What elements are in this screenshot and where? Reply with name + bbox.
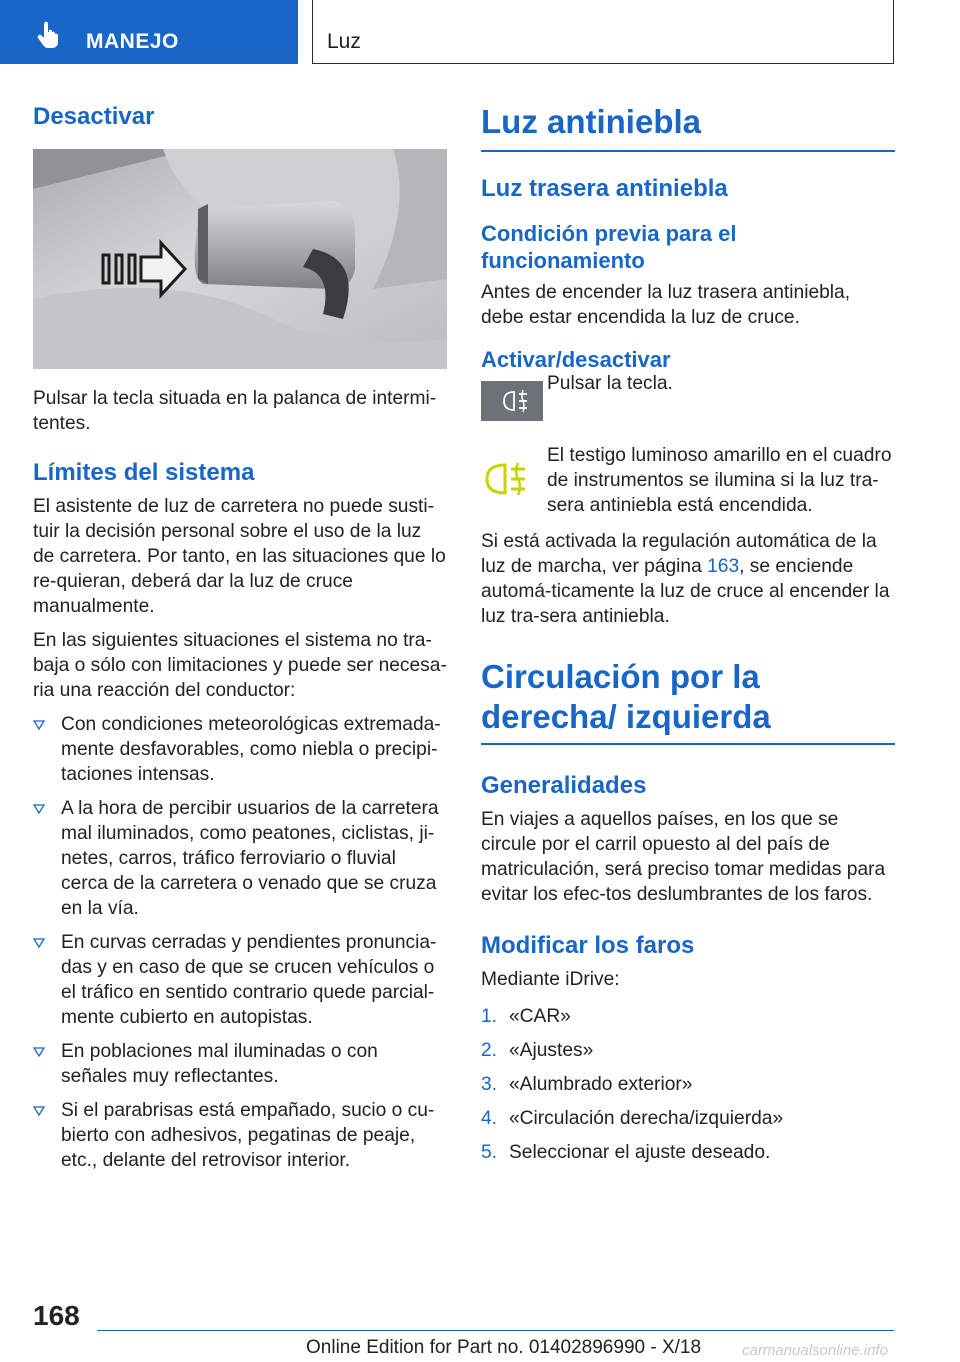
limits-paragraph-1: El asistente de luz de carretera no puede susti-tuir la decisión personal sobre el uso de la luz de carretera. Por tanto, en las situaciones que lo re-quieran, deberá dar la luz de cruce manualmente. xyxy=(33,496,446,617)
heading-traffic-side: Circulación por la derecha/ izquierda xyxy=(481,657,895,745)
list-item: 1. «CAR» xyxy=(481,1006,571,1027)
heading-rear-fog-light: Luz trasera antiniebla xyxy=(481,175,728,202)
section-label: MANEJO xyxy=(86,30,179,53)
list-item: En curvas cerradas y pendientes pronuncia-das y en caso de que se crucen vehículos o el tráfico en sentido contrario quede parcial-mente cubierto en autopistas. xyxy=(33,930,447,1030)
heading-general: Generalidades xyxy=(481,772,647,799)
rear-fog-indicator-icon xyxy=(481,459,533,499)
list-item: 5. Seleccionar el ajuste deseado. xyxy=(481,1142,771,1163)
list-item: Si el parabrisas está empañado, sucio o cu-bierto con adhesivos, pegatinas de peaje, etc., delante del retrovisor interior. xyxy=(33,1098,447,1173)
limits-paragraph-2: En las siguientes situaciones el sistema no tra-baja o sólo con limitaciones y puede ser necesa-ria una reacción del conductor: xyxy=(33,630,447,701)
watermark: carmanualsonline.info xyxy=(742,1342,888,1359)
section-tab xyxy=(0,0,298,64)
footer-divider xyxy=(97,1330,894,1331)
heading-precondition: Condición previa para el funcionamiento xyxy=(481,221,737,273)
chapter-title: Luz xyxy=(327,30,361,53)
chapter-header xyxy=(312,0,894,64)
indicator-text: El testigo luminoso amarillo en el cuadro de instrumentos se ilumina si la luz tra-sera antiniebla está encendida. xyxy=(547,445,892,516)
heading-modify-headlights: Modificar los faros xyxy=(481,932,695,959)
precondition-text: Antes de encender la luz trasera antiniebla, debe estar encendida la luz de cruce. xyxy=(481,282,851,328)
list-item: Con condiciones meteorológicas extremada-mente desfavorables, como niebla o precipi-taciones intensas. xyxy=(33,712,447,787)
left-column xyxy=(33,90,447,1182)
edition-text: Online Edition for Part no. 01402896990 - X/18 xyxy=(306,1337,702,1358)
hand-pointer-icon xyxy=(36,20,64,48)
turn-signal-lever-photo xyxy=(33,149,447,369)
limits-list xyxy=(33,712,447,1173)
heading-system-limits: Límites del sistema xyxy=(33,459,255,486)
page-number: 168 xyxy=(33,1300,80,1331)
triangle-bullet-icon xyxy=(33,804,45,814)
heading-fog-light: Luz antiniebla xyxy=(481,102,895,152)
fog-button-row xyxy=(481,373,895,447)
photo-caption: Pulsar la tecla situada en la palanca de intermi-tentes. xyxy=(33,388,437,434)
press-button-text: Pulsar la tecla. xyxy=(547,373,673,394)
general-text: En viajes a aquellos países, en los que se circule por el carril opuesto al del país de matriculación, será preciso tomar medidas para evitar los efec-tos deslumbrantes de los faros. xyxy=(481,809,886,905)
idrive-text: Mediante iDrive: xyxy=(481,969,620,990)
rear-fog-button-icon xyxy=(481,381,543,421)
steps-list xyxy=(481,1004,895,1165)
list-item: 4. «Circulación derecha/izquierda» xyxy=(481,1108,784,1129)
triangle-bullet-icon xyxy=(33,1047,45,1057)
list-item: En poblaciones mal iluminadas o con señales muy reflectantes. xyxy=(33,1039,447,1089)
indicator-row xyxy=(481,447,895,525)
list-item: 3. «Alumbrado exterior» xyxy=(481,1074,693,1095)
auto-light-text: Si está activada la regulación automática de la luz de marcha, ver página 163, se enciende automá-ticamente la luz de cruce al encender la luz tra-sera antiniebla. xyxy=(481,531,890,627)
right-column xyxy=(481,90,895,1174)
heading-activate-deactivate: Activar/desactivar xyxy=(481,347,671,372)
page-reference-link[interactable]: 163 xyxy=(707,556,740,577)
triangle-bullet-icon xyxy=(33,720,45,730)
triangle-bullet-icon xyxy=(33,1106,45,1116)
list-item: 2. «Ajustes» xyxy=(481,1040,594,1061)
triangle-bullet-icon xyxy=(33,938,45,948)
list-item: A la hora de percibir usuarios de la carretera mal iluminados, como peatones, ciclistas, ji-netes, carros, tráfico ferroviario o fluvial cerca de la carretera o venado que se cruza en la vía. xyxy=(33,796,447,921)
heading-deactivate: Desactivar xyxy=(33,103,155,130)
